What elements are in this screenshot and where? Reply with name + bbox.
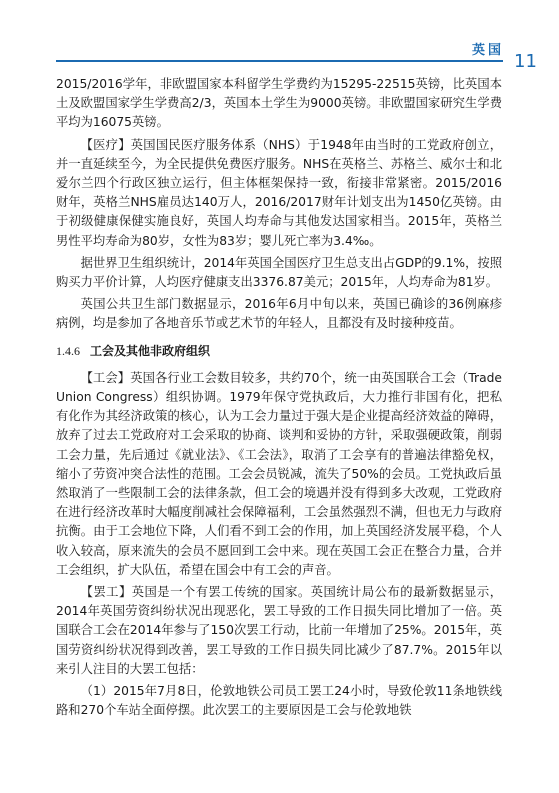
paragraph: 2015/2016学年，非欧盟国家本科留学生学费约为15295-22515英镑，比英国本土及欧盟国家学生学费高2/3，英国本土学生为9000英镑。非欧盟国家研究生学费平均为16075英镑。 bbox=[56, 77, 502, 130]
section-number: 1.4.6 bbox=[56, 343, 80, 358]
paragraph: 据世界卫生组织统计，2014年英国全国医疗卫生总支出占GDP的9.1%，按照购买力平价计算，人均医疗健康支出3376.87美元；2015年，人均寿命为81岁。 bbox=[56, 255, 502, 290]
section-title: 工会及其他非政府组织 bbox=[90, 343, 211, 358]
section-heading bbox=[56, 342, 502, 361]
paragraph: （1）2015年7月8日，伦敦地铁公司员工罢工24小时，导致伦敦11条地铁线路和270个车站全面停摆。此次罢工的主要原因是工会与伦敦地铁 bbox=[56, 684, 502, 718]
paragraph: 【工会】英国各行业工会数目较多，共约70个，统一由英国联合工会（Trade Union Congress）组织协调。1979年保守党执政后，大力推行非国有化，把私有化作为其经济政策的核心，认为工会力量过于强大是企业提高经济效益的障碍，放弃了过去工党政府对工会采取的协商、谈判和妥协的方针，采取强硬政策，削弱工会力量，先后通过《就业法》、《工会法》，取消了工会享有的普遍法律豁免权，缩小了劳资冲突合法性的范围。工会会员锐减，流失了50%的会员。工党执政后虽然取消了一些限制工会的法律条款，但工会的境遇并没有得到多大改观，工党政府在进行经济改革时大幅度削减社会保障福利，工会虽然强烈不满，但也无力与政府抗衡。由于工会地位下降，人们看不到工会的作用，加上英国经济发展平稳，个人收入较高，原来流失的会员不愿回到工会中来。现在英国工会正在整合力量，合并工会组织，扩大队伍，希望在国会中有工会的声音。 bbox=[56, 370, 502, 577]
paragraph: 【医疗】英国国民医疗服务体系（NHS）于1948年由当时的工党政府创立，并一直延续至今，为全民提供免费医疗服务。NHS在英格兰、苏格兰、威尔士和北爱尔兰四个行政区独立运行，但主体框架保持一致，衔接非常紧密。2015/2016财年，英格兰NHS雇员达140万人，2016/2017财年计划支出为1450亿英镑。由于初级健康保健实施良好，英国人均寿命与其他发达国家相当。2015年，英格兰男性平均寿命为80岁，女性为83岁；婴儿死亡率为3.4‰。 bbox=[56, 137, 503, 248]
paragraph: 【罢工】英国是一个有罢工传统的国家。英国统计局公布的最新数据显示，2014年英国劳资纠纷状况出现恶化，罢工导致的工作日损失同比增加了一倍。英国联合工会在2014年参与了150次罢工行动，比前一年增加了25%。2015年，英国劳资纠纷状况得到改善，罢工导致的工作日损失同比减少了87.7%。2015年以来引人注目的大罢工包括： bbox=[56, 585, 502, 676]
header-rule bbox=[56, 60, 503, 62]
paragraph: 英国公共卫生部门数据显示，2016年6月中旬以来，英国已确诊的36例麻疹病例，均是参加了各地音乐节或艺术节的年轻人，且都没有及时接种疫苗。 bbox=[56, 297, 502, 331]
body-text bbox=[56, 75, 502, 724]
header-title: 英国 bbox=[472, 43, 505, 58]
page-number: 11 bbox=[514, 51, 537, 72]
